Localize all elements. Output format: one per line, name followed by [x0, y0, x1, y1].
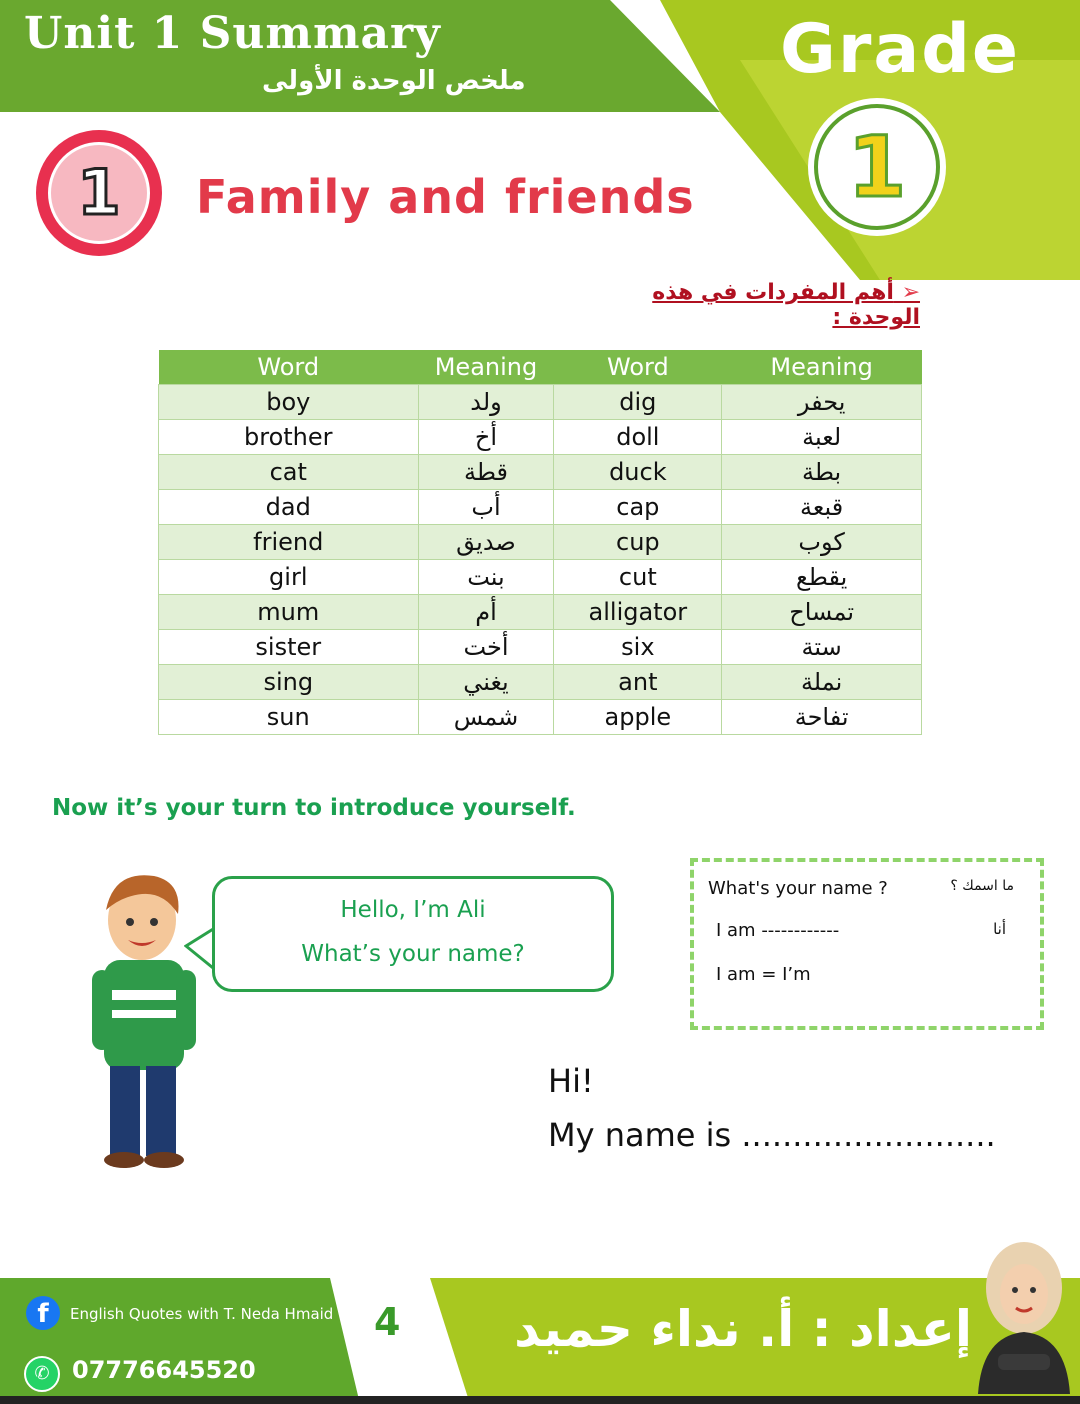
meaning-cell: تفاحة [722, 700, 922, 735]
table-row [159, 700, 922, 735]
meaning-cell: قطة [418, 455, 554, 490]
word-cell: cut [554, 560, 722, 595]
author-credit-arabic: إعداد : أ. نداء حميد [514, 1300, 972, 1358]
facebook-page-name[interactable]: English Quotes with T. Neda Hmaid [70, 1305, 334, 1323]
lesson-number-badge [36, 130, 162, 256]
meaning-cell: يغني [418, 665, 554, 700]
introduce-prompt: Now it’s your turn to introduce yourself. [52, 795, 576, 821]
name-tip-box [690, 858, 1044, 1030]
page-number: 4 [374, 1300, 401, 1344]
word-cell: sing [159, 665, 419, 700]
word-cell: dig [554, 385, 722, 420]
word-cell: doll [554, 420, 722, 455]
word-cell: boy [159, 385, 419, 420]
table-row [159, 630, 922, 665]
grade-number: 1 [847, 118, 907, 216]
bottom-bar [0, 1396, 1080, 1404]
table-row [159, 490, 922, 525]
word-cell: dad [159, 490, 419, 525]
table-row [159, 525, 922, 560]
table-row [159, 665, 922, 700]
meaning-cell: لعبة [722, 420, 922, 455]
meaning-cell: ستة [722, 630, 922, 665]
table-row [159, 560, 922, 595]
tip-answer-arabic: أنا [993, 920, 1006, 938]
word-cell: apple [554, 700, 722, 735]
lesson-title: Family and friends [196, 170, 695, 224]
facebook-icon[interactable]: f [26, 1296, 60, 1330]
tip-question: What's your name ? [708, 878, 888, 899]
tip-question-arabic: ما اسمك ؟ [950, 878, 1014, 894]
meaning-cell: تمساح [722, 595, 922, 630]
tip-contraction: I am = I’m [716, 964, 811, 985]
whatsapp-icon[interactable]: ✆ [24, 1356, 60, 1392]
greeting-text: Hi! [548, 1062, 594, 1100]
word-cell: sun [159, 700, 419, 735]
word-cell: alligator [554, 595, 722, 630]
header-meaning: Meaning [418, 350, 554, 385]
word-cell: cap [554, 490, 722, 525]
word-cell: cup [554, 525, 722, 560]
table-row [159, 420, 922, 455]
table-header-row [159, 350, 922, 385]
meaning-cell: قبعة [722, 490, 922, 525]
word-cell: girl [159, 560, 419, 595]
meaning-cell: أم [418, 595, 554, 630]
header-word: Word [159, 350, 419, 385]
table-row [159, 595, 922, 630]
bubble-line-2: What’s your name? [301, 941, 525, 967]
vocab-heading [590, 280, 920, 330]
meaning-cell: بطة [722, 455, 922, 490]
word-cell: friend [159, 525, 419, 560]
word-cell: mum [159, 595, 419, 630]
word-cell: ant [554, 665, 722, 700]
word-cell: brother [159, 420, 419, 455]
phone-number[interactable]: 07776645520 [72, 1356, 256, 1384]
meaning-cell: بنت [418, 560, 554, 595]
header-word: Word [554, 350, 722, 385]
meaning-cell: شمس [418, 700, 554, 735]
word-cell: six [554, 630, 722, 665]
meaning-cell: يقطع [722, 560, 922, 595]
table-row [159, 385, 922, 420]
bubble-line-1: Hello, I’m Ali [340, 897, 486, 923]
grade-label: Grade [780, 10, 1021, 89]
lesson-number: 1 [77, 156, 121, 229]
word-cell: cat [159, 455, 419, 490]
teacher-illustration [968, 1236, 1080, 1394]
meaning-cell: كوب [722, 525, 922, 560]
vocabulary-table [158, 350, 922, 735]
boy-illustration [84, 870, 204, 1170]
meaning-cell: نملة [722, 665, 922, 700]
unit-subtitle-arabic: ملخص الوحدة الأولى [262, 66, 526, 96]
meaning-cell: أخت [418, 630, 554, 665]
header-meaning: Meaning [722, 350, 922, 385]
word-cell: sister [159, 630, 419, 665]
meaning-cell: صديق [418, 525, 554, 560]
my-name-blank[interactable]: My name is ......................... [548, 1116, 996, 1154]
arrow-icon: ➢ [893, 280, 920, 305]
table-row [159, 455, 922, 490]
meaning-cell: أب [418, 490, 554, 525]
grade-badge [814, 104, 940, 230]
meaning-cell: أخ [418, 420, 554, 455]
meaning-cell: ولد [418, 385, 554, 420]
meaning-cell: يحفر [722, 385, 922, 420]
speech-bubble [212, 876, 614, 992]
tip-answer: I am ------------ [716, 920, 840, 941]
word-cell: duck [554, 455, 722, 490]
unit-title: Unit 1 Summary [24, 8, 441, 59]
vocab-heading-text: أهم المفردات في هذه الوحدة : [652, 280, 920, 330]
